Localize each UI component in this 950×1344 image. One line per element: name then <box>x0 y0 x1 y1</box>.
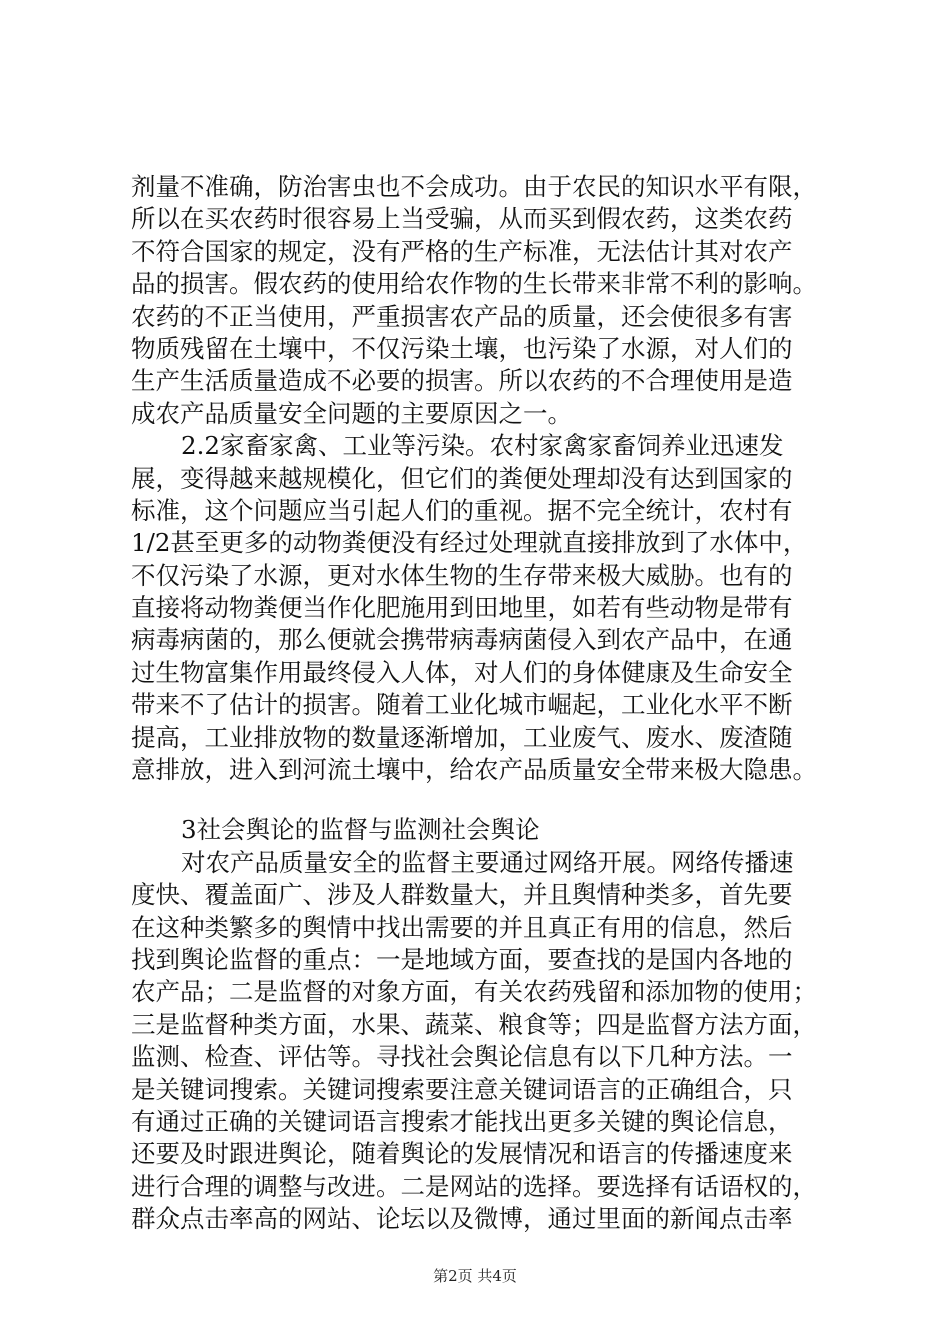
text-line: 三是监督种类方面，水果、蔬菜、粮食等；四是监督方法方面， <box>131 1009 817 1039</box>
text-line: 带来不了估计的损害。随着工业化城市崛起，工业化水平不断 <box>131 690 793 720</box>
text-line: 品的损害。假农药的使用给农作物的生长带来非常不利的影响。 <box>131 269 817 299</box>
paragraph-livestock-industrial-pollution <box>131 430 831 786</box>
page-number-footer: 第2页 共4页 <box>433 1267 517 1285</box>
paragraph-public-opinion-supervision <box>131 847 831 1236</box>
text-line: 标准，这个问题应当引起人们的重视。据不完全统计，农村有 <box>131 495 793 525</box>
paragraph-gap <box>131 786 831 814</box>
text-line: 2.2家畜家禽、工业等污染。农村家禽家畜饲养业迅速发 <box>181 431 784 461</box>
text-line: 找到舆论监督的重点：一是地域方面，要查找的是国内各地的 <box>131 944 793 974</box>
text-line: 度快、覆盖面广、涉及人群数量大，并且舆情种类多，首先要 <box>131 880 793 910</box>
text-line: 群众点击率高的网站、论坛以及微博，通过里面的新闻点击率 <box>131 1204 793 1234</box>
section-heading: 3社会舆论的监督与监测社会舆论 <box>181 815 540 845</box>
text-line: 提高，工业排放物的数量逐渐增加，工业废气、废水、废渣随 <box>131 722 793 752</box>
text-line: 过生物富集作用最终侵入人体，对人们的身体健康及生命安全 <box>131 657 793 687</box>
text-line: 剂量不准确，防治害虫也不会成功。由于农民的知识水平有限， <box>131 172 817 201</box>
text-line: 有通过正确的关键词语言搜索才能找出更多关键的舆论信息， <box>131 1106 793 1136</box>
text-line: 农产品；二是监督的对象方面，有关农药残留和添加物的使用； <box>131 977 817 1007</box>
text-line: 农药的不正当使用，严重损害农产品的质量，还会使很多有害 <box>131 301 793 331</box>
text-line: 意排放，进入到河流土壤中，给农产品质量安全带来极大隐患。 <box>131 755 817 785</box>
text-line: 成农产品质量安全问题的主要原因之一。 <box>131 398 572 428</box>
text-line: 对农产品质量安全的监督主要通过网络开展。网络传播速 <box>181 847 794 877</box>
text-line: 在这种类繁多的舆情中找出需要的并且真正有用的信息，然后 <box>131 912 793 942</box>
text-line: 1/2甚至更多的动物粪便没有经过处理就直接排放到了水体中， <box>131 528 808 558</box>
text-line: 是关键词搜索。关键词搜索要注意关键词语言的正确组合，只 <box>131 1074 793 1104</box>
paragraph-pesticide-misuse <box>131 171 831 430</box>
text-line: 直接将动物粪便当作化肥施用到田地里，如若有些动物是带有 <box>131 593 793 623</box>
text-line: 监测、检查、评估等。寻找社会舆论信息有以下几种方法。一 <box>131 1042 793 1072</box>
text-line: 不仅污染了水源，更对水体生物的生存带来极大威胁。也有的 <box>131 560 793 590</box>
text-line: 生产生活质量造成不必要的损害。所以农药的不合理使用是造 <box>131 366 793 396</box>
text-line: 所以在买农药时很容易上当受骗，从而买到假农药，这类农药 <box>131 204 793 234</box>
text-line: 不符合国家的规定，没有严格的生产标准，无法估计其对农产 <box>131 236 793 266</box>
text-line: 还要及时跟进舆论，随着舆论的发展情况和语言的传播速度来 <box>131 1139 793 1169</box>
text-line: 展，变得越来越规模化，但它们的粪便处理却没有达到国家的 <box>131 463 793 493</box>
text-line: 进行合理的调整与改进。二是网站的选择。要选择有话语权的， <box>131 1171 817 1201</box>
text-line: 物质残留在土壤中，不仅污染土壤，也污染了水源，对人们的 <box>131 333 793 363</box>
text-line: 病毒病菌的，那么便就会携带病毒病菌侵入到农产品中，在通 <box>131 625 793 655</box>
document-body <box>131 171 831 1236</box>
